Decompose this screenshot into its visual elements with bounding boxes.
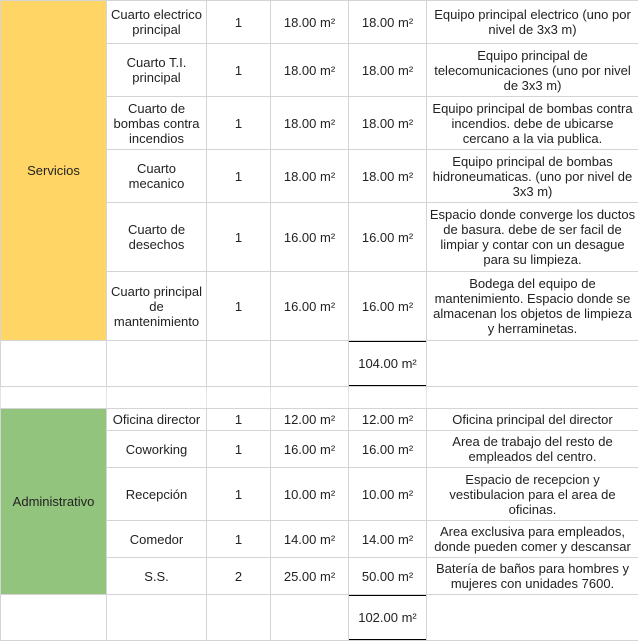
description-cell[interactable]: Bodega del equipo de mantenimiento. Espacio donde se almacenan los objetos de limpieza y herraminetas. xyxy=(427,272,638,341)
empty-cell[interactable] xyxy=(271,387,349,409)
empty-cell[interactable] xyxy=(349,387,427,409)
unit-area-cell[interactable]: 25.00 m² xyxy=(271,558,349,595)
table-row xyxy=(1,1,638,44)
description-cell[interactable]: Area exclusiva para empleados, donde pueden comer y descansar xyxy=(427,521,638,558)
space-name-cell[interactable]: Cuarto electrico principal xyxy=(107,1,207,44)
empty-cell[interactable] xyxy=(427,341,638,387)
description-cell[interactable]: Oficina principal del director xyxy=(427,409,638,431)
unit-area-cell[interactable]: 16.00 m² xyxy=(271,203,349,272)
total-area-cell[interactable]: 18.00 m² xyxy=(349,44,427,97)
unit-area-cell[interactable]: 16.00 m² xyxy=(271,272,349,341)
empty-cell[interactable] xyxy=(107,341,207,387)
space-name-cell[interactable]: Cuarto T.I. principal xyxy=(107,44,207,97)
empty-cell[interactable] xyxy=(1,595,107,641)
total-area-cell[interactable]: 18.00 m² xyxy=(349,150,427,203)
total-area-cell[interactable]: 50.00 m² xyxy=(349,558,427,595)
empty-cell[interactable] xyxy=(271,341,349,387)
unit-area-cell[interactable]: 14.00 m² xyxy=(271,521,349,558)
empty-cell[interactable] xyxy=(207,341,271,387)
space-name-cell[interactable]: Comedor xyxy=(107,521,207,558)
quantity-cell[interactable]: 1 xyxy=(207,431,271,468)
total-area-cell[interactable]: 14.00 m² xyxy=(349,521,427,558)
space-name-cell[interactable]: S.S. xyxy=(107,558,207,595)
empty-cell[interactable] xyxy=(207,595,271,641)
total-area-cell[interactable]: 18.00 m² xyxy=(349,1,427,44)
empty-cell[interactable] xyxy=(1,387,107,409)
quantity-cell[interactable]: 1 xyxy=(207,150,271,203)
empty-cell[interactable] xyxy=(427,387,638,409)
description-cell[interactable]: Equipo principal de bombas contra incendios. debe de ubicarse cercano a la via publica. xyxy=(427,97,638,150)
empty-cell[interactable] xyxy=(207,387,271,409)
unit-area-cell[interactable]: 10.00 m² xyxy=(271,468,349,521)
empty-row xyxy=(1,387,638,409)
space-name-cell[interactable]: Coworking xyxy=(107,431,207,468)
quantity-cell[interactable]: 1 xyxy=(207,97,271,150)
subtotal-cell[interactable] xyxy=(349,595,427,641)
quantity-cell[interactable]: 1 xyxy=(207,1,271,44)
category-cell-servicios[interactable]: Servicios xyxy=(1,1,107,341)
space-name-cell[interactable]: Cuarto mecanico xyxy=(107,150,207,203)
unit-area-cell[interactable]: 18.00 m² xyxy=(271,97,349,150)
unit-area-cell[interactable]: 16.00 m² xyxy=(271,431,349,468)
total-area-cell[interactable]: 16.00 m² xyxy=(349,272,427,341)
quantity-cell[interactable]: 1 xyxy=(207,272,271,341)
quantity-cell[interactable]: 1 xyxy=(207,468,271,521)
unit-area-cell[interactable]: 12.00 m² xyxy=(271,409,349,431)
quantity-cell[interactable]: 1 xyxy=(207,44,271,97)
unit-area-cell[interactable]: 18.00 m² xyxy=(271,150,349,203)
total-area-cell[interactable]: 18.00 m² xyxy=(349,97,427,150)
subtotal-value: 102.00 m² xyxy=(349,595,427,640)
description-cell[interactable]: Espacio donde converge los ductos de basura. debe de ser facil de limpiar y contar con un desague para su limpieza. xyxy=(427,203,638,272)
quantity-cell[interactable]: 1 xyxy=(207,409,271,431)
space-name-cell[interactable]: Recepción xyxy=(107,468,207,521)
empty-cell[interactable] xyxy=(107,595,207,641)
quantity-cell[interactable]: 2 xyxy=(207,558,271,595)
quantity-cell[interactable]: 1 xyxy=(207,203,271,272)
space-name-cell[interactable]: Oficina director xyxy=(107,409,207,431)
total-area-cell[interactable]: 10.00 m² xyxy=(349,468,427,521)
category-cell-administrativo[interactable]: Administrativo xyxy=(1,409,107,595)
table-row xyxy=(1,409,638,431)
total-area-cell[interactable]: 16.00 m² xyxy=(349,431,427,468)
subtotal-value: 104.00 m² xyxy=(349,341,427,386)
unit-area-cell[interactable]: 18.00 m² xyxy=(271,44,349,97)
space-name-cell[interactable]: Cuarto de desechos xyxy=(107,203,207,272)
empty-cell[interactable] xyxy=(1,341,107,387)
description-cell[interactable]: Area de trabajo del resto de empleados del centro. xyxy=(427,431,638,468)
quantity-cell[interactable]: 1 xyxy=(207,521,271,558)
description-cell[interactable]: Equipo principal de bombas hidroneumaticas. (uno por nivel de 3x3 m) xyxy=(427,150,638,203)
total-area-cell[interactable]: 16.00 m² xyxy=(349,203,427,272)
description-cell[interactable]: Equipo principal electrico (uno por nivel de 3x3 m) xyxy=(427,1,638,44)
description-cell[interactable]: Equipo principal de telecomunicaciones (uno por nivel de 3x3 m) xyxy=(427,44,638,97)
subtotal-cell[interactable] xyxy=(349,341,427,387)
empty-cell[interactable] xyxy=(271,595,349,641)
space-name-cell[interactable]: Cuarto principal de mantenimiento xyxy=(107,272,207,341)
total-area-cell[interactable]: 12.00 m² xyxy=(349,409,427,431)
subtotal-row xyxy=(1,595,638,641)
space-name-cell[interactable]: Cuarto de bombas contra incendios xyxy=(107,97,207,150)
empty-cell[interactable] xyxy=(107,387,207,409)
description-cell[interactable]: Batería de baños para hombres y mujeres con unidades 7600. xyxy=(427,558,638,595)
empty-cell[interactable] xyxy=(427,595,638,641)
description-cell[interactable]: Espacio de recepcion y vestibulacion para el area de oficinas. xyxy=(427,468,638,521)
unit-area-cell[interactable]: 18.00 m² xyxy=(271,1,349,44)
subtotal-row xyxy=(1,341,638,387)
